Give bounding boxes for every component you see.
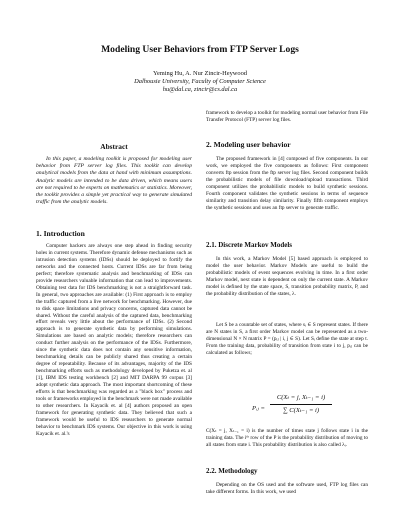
section-1-heading: 1. Introduction xyxy=(36,229,85,238)
fraction-bar xyxy=(270,404,332,405)
equation-lhs: Pᵢⱼ = xyxy=(252,405,265,412)
section-2-heading: 2. Modeling user behavior xyxy=(206,140,291,149)
section-1-text: Computer hackers are always one step ahead in finding security holes in current systems. Therefore dynamic defense mechanisms such as intrusion detection systems (IDSs) should be deployed to fortify the networks and the connected hosts. Current IDSs are far from being perfect; therefore systematic analysis and benchmarking of IDSs can provide researchers valuable information that can lead to improvements. Obtaining test data for IDS benchmarking is not a straightforward task. In general, two approaches are available: (1) First approach is to employ the traffic captured from a live network for benchmarking. However, due to disk space limitations and privacy concerns, captured data cannot be shared. Without the careful analysis of the captured data, benchmarking effort reveals very little about the performance of IDSs. (2) Second approach is to generate synthetic data by performing simulations. Simulations are based on analytic models; therefore researchers can conduct further analysis on the performance of the IDSs. Furthermore, since the synthetic data does not contain any sensitive information, benchmarking details can be publicly shared thus creating a certain degree of repeatability. Because of its advantages, majority of the IDS benchmarking efforts such as methodology developed by Puketza et. al [1], IBM IDS testing workbench [2] and MIT DARPA 99 corpus [3] adopt synthetic data approach. The most important shortcoming of these efforts is that benchmarking was regarded as a "black box" process and tools or frameworks employed in the benchmark were not made available to other researchers. In Kayacik et. al [4] authors proposed an open framework for generating synthetic data. They believed that such a framework would be useful to IDS researchers to generate normal behavior to benchmark IDS systems. Our objective in this work is using Kayacik et. al.'s xyxy=(36,243,192,437)
paper-authors: Yeming Hu, A. Nur Zincir-Heywood xyxy=(152,70,247,77)
section-2-1-text-c: C(Xₜ = j, Xₜ₋₁ = i) is the number of times state j follows state i in the training data. The iᵗʰ row of the P is the probability distribution of moving to all states from state i. This probability distribution is also called λᵢ. xyxy=(206,428,368,448)
left-column xyxy=(36,0,192,518)
equation-fraction xyxy=(270,393,332,416)
section-2-1-text-a: In this work, a Markov Model [5] based approach is employed to model the user behavior. Markov Models are useful to build the probabilistic models of event sequences evolving in time. In a first order Markov model, next state is dependent on only the current state. A Markov model is defined by the state space, S, transition probability matrix, P, and the probability distribution of the states, λ. xyxy=(206,256,368,297)
abstract-text: In this paper, a modeling toolkit is proposed for modeling user behavior from FTP server log files. This toolkit can develop analytical models from the data at hand with minimum assumptions. Analytic models are intended to be data driven, which means users are not required to be experts on mathematics or statistics. Moreover, the toolkit provides a simple yet practical way to generate simulated traffic from the analytic models. xyxy=(36,156,192,206)
section-2-2-text: Depending on the OS used and the software used, FTP log files can take different forms. In this work, we used xyxy=(206,482,368,495)
paper-affiliation: Dalhousie University, Faculty of Computer Science xyxy=(134,78,266,85)
transition-probability-equation xyxy=(206,393,368,423)
abstract-heading: Abstract xyxy=(100,142,128,151)
paper-title: Modeling User Behaviors from FTP Server Logs xyxy=(101,44,299,55)
section-2-2-heading: 2.2. Methodology xyxy=(206,467,258,475)
section-2-text: The proposed framework in [4] composed of five components. In our work, we employed the five components as follows: First component converts ftp session from the ftp server log files. Second component builds the probabilistic models of file download/upload transactions. Third component utilizes the probabilistic models to build synthetic sessions. Fourth component validates the synthetic sessions in terms of sequence similarity and transition delay similarity. Finally fifth component employs the synthetic sessions and uses an ftp server to generate traffic. xyxy=(206,156,368,211)
equation-numerator: C(Xₜ = j, Xₜ₋₁ = i) xyxy=(276,394,326,401)
right-column xyxy=(206,0,368,518)
section-2-1-text-b: Let S be a countable set of states, where sᵢ ∈ S represent states. If there are N states in S, a first order Markov model can be represented as a two-dimensional N × N matrix P = (pᵢⱼ | i, j ∈ S). Let Sᵢ define the state at step t. From the training data, probability of transition from state i to j, pᵢⱼ can be calculated as follows; xyxy=(206,322,368,356)
intro-continuation-text: framework to develop a toolkit for modeling normal user behavior from File Transfer Protocol (FTP) server log files. xyxy=(206,110,368,123)
equation-denominator: ∑ C(Xₜ₋₁ = i) xyxy=(282,407,320,414)
section-2-1-heading: 2.1. Discrete Markov Models xyxy=(206,241,292,249)
paper-emails: hu@dal.ca, zincir@cs.dal.ca xyxy=(162,86,238,93)
